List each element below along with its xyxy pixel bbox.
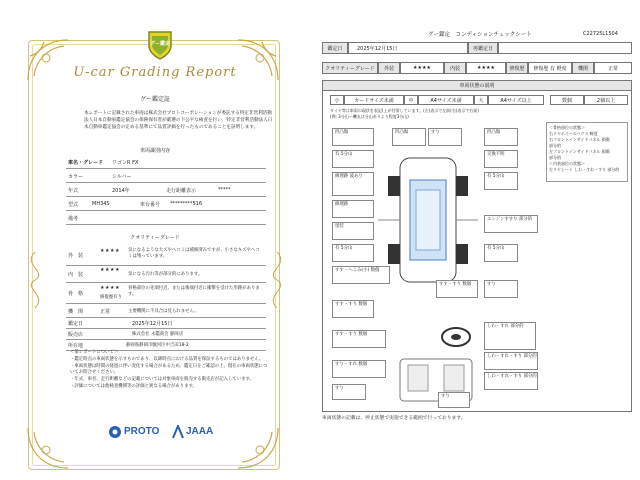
- mileage-value: *****: [218, 187, 231, 193]
- quality-stars: 正常: [100, 309, 111, 315]
- vehicle-year-row: [66, 183, 266, 197]
- damage-box: [484, 244, 518, 262]
- vehicle-model-label: 型式: [68, 202, 79, 208]
- date-label-cell: 鑑定日: [322, 42, 348, 54]
- grading-report-title: U-car Grading Report: [73, 65, 237, 80]
- scale-cell: 2個以上: [584, 95, 628, 105]
- note-item: ・車両状態は時間の経過に伴い変化する場合があるため、鑑定日をご確認の上、現在の車両状態についてお問合せください。: [70, 363, 268, 376]
- quality-text: 骨格部位の先端付近、または後端付近に衝撃を受けた形跡があります。: [128, 286, 260, 297]
- reappraisal-label-cell: 再鑑定日: [468, 42, 498, 54]
- damage-box: [436, 280, 478, 298]
- vehicle-year-label: 年式: [68, 188, 79, 194]
- vehicle-note-row: [66, 211, 266, 225]
- scale-cell: 中: [404, 95, 418, 105]
- interior-stars-cell: ★★★★: [466, 62, 506, 74]
- quality-text: 主要機関に不具合は見られません。: [128, 309, 199, 314]
- damage-label: エンジンすすり 部分的: [487, 217, 533, 222]
- scale-cell: 小: [330, 95, 344, 105]
- damage-label: 修理跡: [335, 202, 349, 207]
- quality-row-exterior: [66, 245, 266, 266]
- damage-label: すす・すり 数個: [439, 282, 472, 287]
- report-notes: [70, 350, 270, 391]
- vehicle-color-row: [66, 169, 266, 183]
- vehicle-year-value: 2014年: [112, 188, 130, 194]
- vehicle-name-row: [66, 155, 266, 169]
- quality-extra: 修復歴有り: [100, 295, 122, 300]
- damage-box: [332, 384, 366, 400]
- ornament-bottom-left: [24, 424, 72, 472]
- seller-value: 株式会社 永鑑商会 静岡店: [132, 332, 184, 337]
- vehicle-section-title: 車両識別内容: [139, 148, 170, 154]
- quality-label: 外 装: [68, 253, 84, 259]
- damage-label: すす・すり 数個: [335, 302, 368, 307]
- quality-row-engine: [66, 304, 266, 318]
- quality-stars: ★★★★: [100, 248, 120, 254]
- tire-note: タイヤ等は車両の現状を表記(上が付帯しています。(左)表示で左前(右)表示で右前): [330, 108, 479, 113]
- damage-label: 凹凸傷: [487, 130, 501, 135]
- seller-label: 販売店: [68, 332, 84, 338]
- quality-row-frame: [66, 283, 266, 304]
- damage-label: 有 5分山: [335, 246, 353, 251]
- side-note: 部分的: [549, 155, 561, 160]
- damage-label: すす・すり 数個: [335, 332, 368, 337]
- vehicle-model-value: MH34S: [92, 201, 110, 207]
- explain-title-cell: 車両状態の説明: [322, 80, 632, 91]
- damage-box: [484, 172, 518, 190]
- damage-label: 交換不明: [487, 152, 505, 157]
- mileage-label: 走行距離表示: [166, 188, 197, 194]
- note-item: ・鑑定時点の車両状態を示すものであり、以降時点における品質を保証するものではありません。: [70, 356, 264, 362]
- quality-stars: ★★★★: [100, 267, 120, 273]
- vehicle-color-label: カラー: [68, 174, 84, 180]
- damage-label: 修理跡 波あり: [335, 174, 363, 179]
- damage-box: [484, 372, 538, 390]
- sheet-footer: 車両状態の記載は、停止状態で実施できる範囲で行っております。: [322, 416, 466, 421]
- damage-box: [332, 244, 374, 262]
- chassis-value: *********516: [170, 201, 203, 207]
- damage-box: [484, 280, 518, 298]
- scale-cell: 数個: [550, 95, 584, 105]
- damage-box: [392, 128, 426, 146]
- address-value: 静岡県静岡市駿河区中吉田18-2: [126, 343, 189, 348]
- condition-notes-panel: [546, 122, 628, 182]
- condition-check-sheet: [318, 0, 640, 480]
- side-note: 左フロントインサイドパネル 損傷: [549, 149, 610, 154]
- inspection-date-label: 鑑定日: [68, 321, 84, 327]
- damage-label: しわ・すれ・すり 部分的: [487, 354, 537, 359]
- certificate-subtitle: グー鑑定証: [139, 96, 170, 103]
- damage-box: [484, 150, 518, 168]
- damage-box: [428, 128, 462, 146]
- damage-box: [332, 222, 374, 240]
- damage-label: 塗装: [335, 224, 344, 229]
- scale-cell: A4サイズ以上: [488, 95, 544, 105]
- quality-section-title: クオリティーグレード: [130, 235, 180, 241]
- ornament-right-side: [262, 250, 292, 310]
- damage-label: 有 5分山: [487, 246, 505, 251]
- quality-stars: ★★★★: [100, 285, 120, 291]
- vehicle-name-label: 車名・グレード: [68, 160, 104, 166]
- address-label: 所在地: [68, 343, 84, 349]
- damage-box: [484, 128, 518, 146]
- vehicle-note-label: 備考: [68, 216, 79, 222]
- damage-label: すり: [441, 394, 450, 399]
- jaaa-logo-icon: [172, 425, 184, 439]
- side-note: ＜骨格部位の状態＞: [549, 125, 585, 130]
- damage-label: すす・へこみ(小) 数個: [335, 268, 380, 273]
- damage-box: [484, 322, 536, 350]
- sheet-title: グー鑑定 コンディションチェックシート: [428, 32, 532, 38]
- scale-cell: A4サイズ未満: [418, 95, 474, 105]
- damage-label: すり: [487, 282, 496, 287]
- proto-logo-text: PROTO: [124, 426, 160, 437]
- damage-label: すり・すれ 数個: [335, 362, 368, 367]
- damage-label: すり: [335, 386, 344, 391]
- vehicle-model-row: [66, 197, 266, 211]
- chassis-label: 車台番号: [140, 202, 161, 208]
- damage-box: [332, 172, 374, 196]
- inspection-date-value: 2025年12月15日: [132, 321, 173, 327]
- scale-cell: 大: [474, 95, 488, 105]
- damage-box: [332, 360, 386, 378]
- engine-value-cell: 正常: [594, 62, 632, 74]
- engine-label-cell: 機関: [572, 62, 594, 74]
- repair-label-cell: 修復歴: [506, 62, 528, 74]
- note-item: ・年式、車名、走行距離などの記載については対象車両を販売する販売店が記入しています。: [70, 377, 254, 383]
- inspection-date-row: [66, 318, 266, 329]
- damage-box: [332, 300, 374, 318]
- certificate-intro: 本レポートに記載された車両は株式会社プロトコーポレーションが委託する特定非営利活動法人日本自動車鑑定協会の保険保有者が厳選の下公平な検査を行い、特定非営利活動法人日本自動車鑑定協会の定める基準にて品質評価を行ったものであることを証明します。: [84, 111, 273, 130]
- date-value-cell: 2025年12月15日: [348, 42, 468, 54]
- damage-box: [332, 128, 374, 146]
- interior-label-cell: 内装: [444, 62, 466, 74]
- damage-label: しわ・すれ・すり 部分的: [487, 374, 537, 379]
- vehicle-color-value: シルバー: [112, 174, 132, 180]
- logo-area: [108, 423, 218, 441]
- quality-text: 気になるような大ズやヘコミは補修済みですが、小さなキズやヘコミは残っています。: [128, 248, 260, 259]
- seller-row: [66, 329, 266, 340]
- repair-value-cell: 修復歴 有 軽度: [528, 62, 572, 74]
- vehicle-name-value: ワゴンR FX: [112, 160, 139, 166]
- ornament-left-side: [20, 250, 50, 310]
- exterior-stars-cell: ★★★★: [400, 62, 444, 74]
- damage-label: 有 5分山: [487, 174, 505, 179]
- jaaa-logo-text: JAAA: [186, 426, 214, 437]
- damage-box: [332, 200, 374, 218]
- damage-label: 凹凸傷: [395, 130, 409, 135]
- grade-label-cell: クオリティーグレード: [322, 62, 378, 74]
- damage-label: すり: [431, 130, 440, 135]
- damage-label: 凹凸傷: [335, 130, 349, 135]
- quality-label: 内 装: [68, 272, 84, 278]
- sheet-code: C22725L1504: [583, 31, 618, 37]
- damage-label: しわ・すれ 部分的: [487, 324, 524, 329]
- badge-label: グー鑑定: [149, 41, 170, 47]
- reappraisal-value-cell: [498, 42, 632, 54]
- damage-box: [332, 330, 386, 348]
- side-note: ＜内装部位の状態＞: [549, 161, 585, 166]
- damage-box: [332, 266, 390, 284]
- quality-label: 骨 格: [68, 291, 84, 297]
- steering-wheel-icon: [436, 322, 476, 352]
- damage-box: [484, 352, 538, 370]
- quality-label: 機 関: [68, 309, 84, 315]
- damage-box: [438, 392, 470, 408]
- quality-row-interior: [66, 266, 266, 283]
- side-note: 右フロントインサイドパネル 損傷: [549, 137, 610, 142]
- quality-text: 気になる汚れ等が部分的にあります。: [128, 272, 203, 277]
- car-top-view-diagram: [378, 150, 478, 290]
- damage-box: [332, 150, 374, 168]
- notes-title: ＜第レポートについて＞: [70, 350, 119, 355]
- proto-logo-icon: [108, 425, 122, 439]
- note-item: ・評価については他検査機関等の評価と異なる場合があります。: [70, 383, 197, 389]
- ornament-bottom-right: [234, 424, 282, 472]
- damage-label: 有 5分山: [335, 152, 353, 157]
- damage-box: [484, 215, 538, 233]
- exterior-label-cell: 外装: [378, 62, 400, 74]
- side-note: 右リヤホイールハウス 軽度: [549, 131, 598, 136]
- tire-note-2: (例: 3分山～機丸は分山ありより程度3分山): [330, 114, 409, 119]
- side-note: 左リヤシート しわ・すれ・すり 部分的: [549, 167, 620, 172]
- side-note: 部分的: [549, 143, 561, 148]
- scale-cell: カードサイズ未満: [344, 95, 404, 105]
